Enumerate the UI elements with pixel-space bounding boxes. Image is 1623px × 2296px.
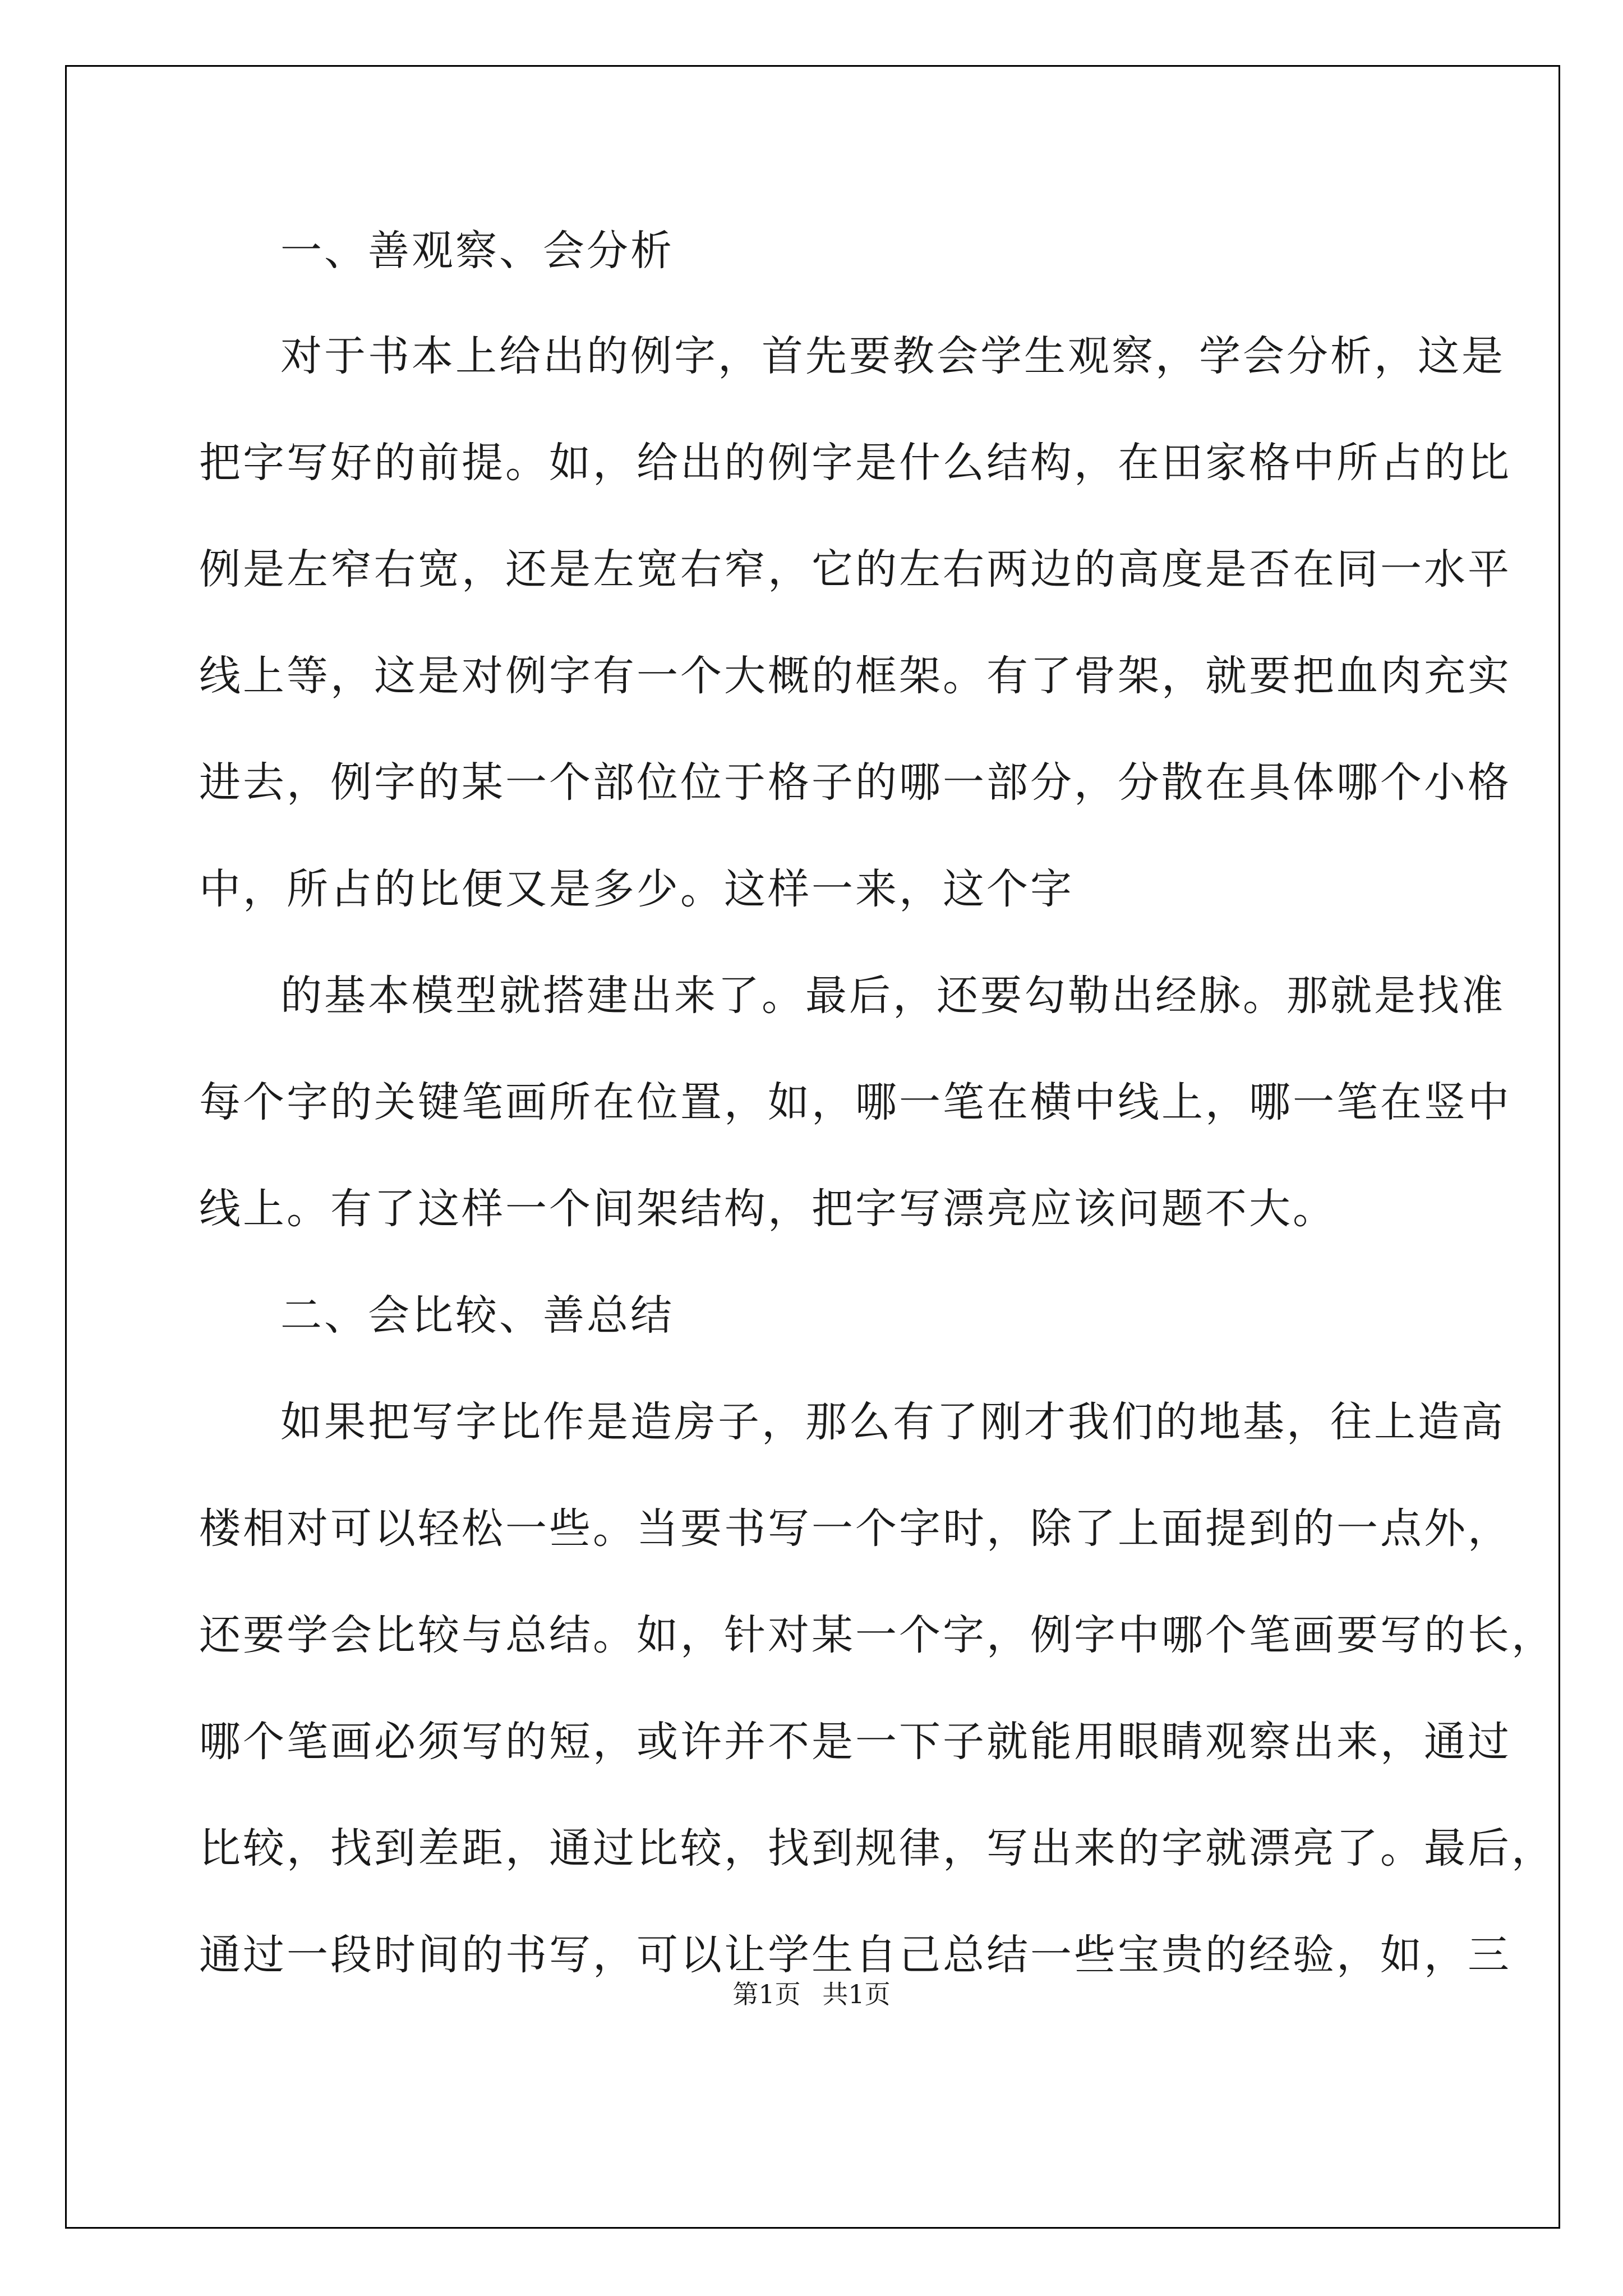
paragraph-line: 楼相对可以轻松一些。当要书写一个字时，除了上面提到的一点外， [199,1504,1511,1553]
paragraph-line: 中，所占的比便又是多少。这样一来，这个字 [199,865,1074,913]
paragraph-line: 进去，例字的某一个部位位于格子的哪一部分，分散在具体哪个小格 [199,758,1511,807]
paragraph-line: 例是左窄右宽，还是左宽右窄，它的左右两边的高度是否在同一水平 [199,545,1511,593]
paragraph-line: 如果把写字比作是造房子，那么有了刚才我们的地基，往上造高 [280,1398,1505,1446]
page-footer [0,1977,1623,2011]
paragraph-line: 把字写好的前提。如，给出的例字是什么结构，在田家格中所占的比 [199,439,1511,487]
paragraph-line: 的基本模型就搭建出来了。最后，还要勾勒出经脉。那就是找准 [280,972,1505,1020]
page-number: 第1页 [732,1979,801,2009]
heading-2: 二、会比较、善总结 [280,1291,674,1340]
heading-1: 一、善观察、会分析 [280,227,674,275]
page-border [65,65,1560,2229]
paragraph-line: 每个字的关键笔画所在位置，如，哪一笔在横中线上，哪一笔在竖中 [199,1078,1511,1126]
paragraph-line: 线上等，这是对例字有一个大概的框架。有了骨架，就要把血肉充实 [199,652,1511,700]
paragraph-line: 通过一段时间的书写，可以让学生自己总结一些宝贵的经验，如，三 [199,1931,1511,1979]
paragraph-line: 对于书本上给出的例字，首先要教会学生观察，学会分析，这是 [280,332,1505,380]
paragraph-line: 哪个笔画必须写的短，或许并不是一下子就能用眼睛观察出来，通过 [199,1718,1511,1766]
page-total: 共1页 [822,1979,891,2009]
paragraph-line: 比较，找到差距，通过比较，找到规律，写出来的字就漂亮了。最后， [199,1824,1555,1872]
paragraph-line: 线上。有了这样一个间架结构，把字写漂亮应该问题不大。 [199,1185,1336,1233]
paragraph-line: 还要学会比较与总结。如，针对某一个字，例字中哪个笔画要写的长， [199,1611,1555,1659]
